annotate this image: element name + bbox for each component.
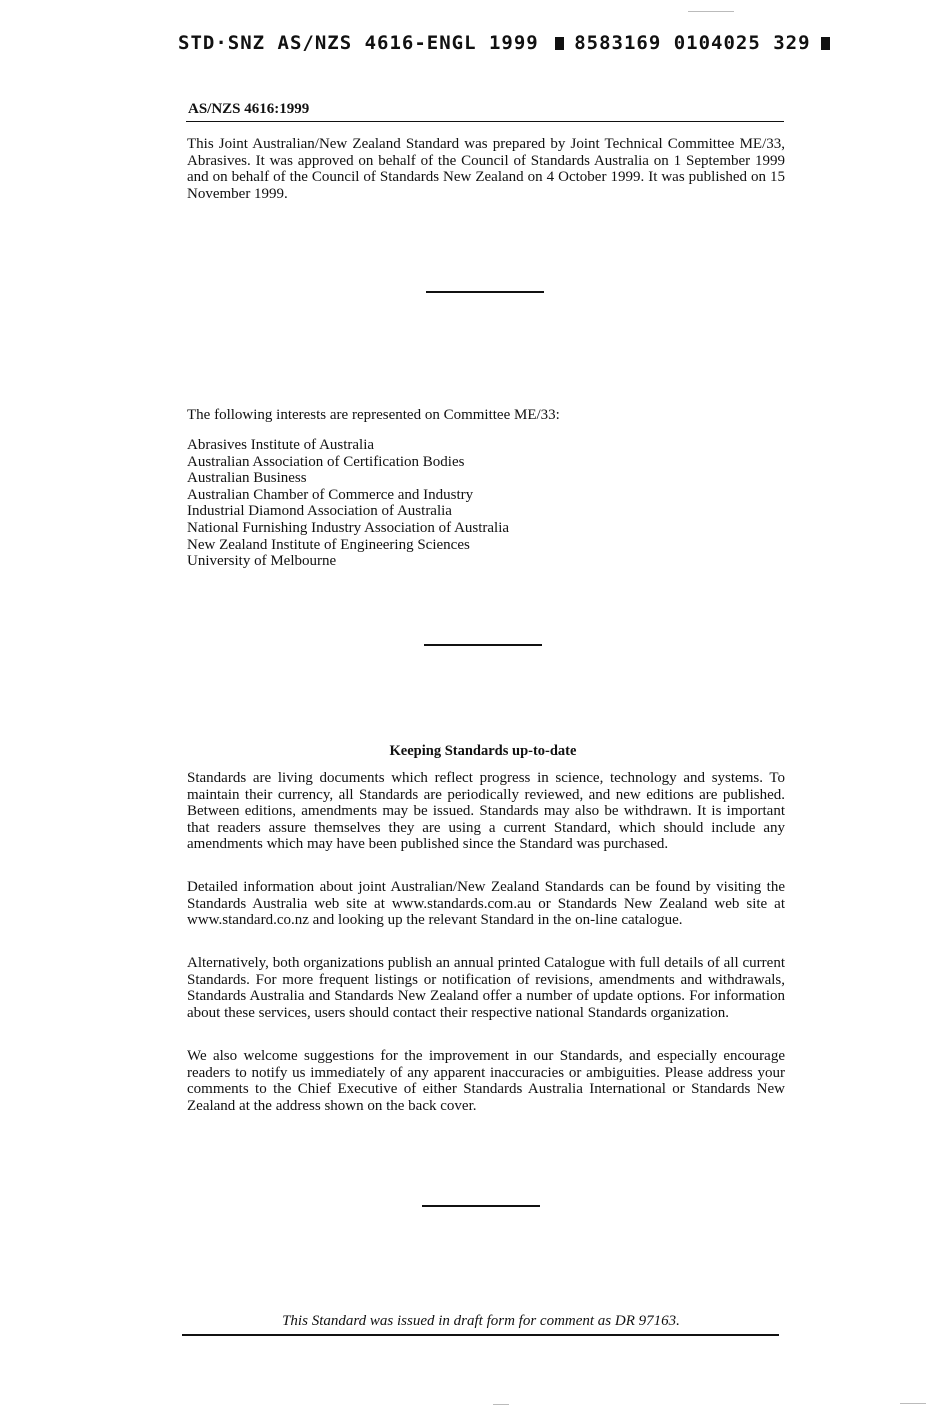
scan-artifact-line	[493, 1404, 509, 1405]
scan-artifact-line	[900, 1403, 926, 1404]
section-divider	[426, 291, 544, 293]
interests-intro: The following interests are represented on Committee ME/33:	[187, 407, 560, 423]
footer-rule	[182, 1334, 779, 1336]
document-code-header	[178, 28, 840, 58]
list-item: Australian Chamber of Commerce and Industry	[187, 486, 474, 503]
section-divider	[422, 1205, 540, 1207]
list-item: New Zealand Institute of Engineering Sciences	[187, 536, 470, 553]
keeping-paragraph-2: Detailed information about joint Australian/New Zealand Standards can be found by visiting the Standards Australia web site at www.standards.com.au or Standards New Zealand web site at www.standard.co.nz and looking up the relevant Standard in the on-line catalogue.	[187, 879, 785, 929]
section-divider	[424, 644, 542, 646]
document-code-number: 8583169 0104025 329	[574, 32, 811, 54]
preparation-paragraph: This Joint Australian/New Zealand Standard was prepared by Joint Technical Committee ME/33, Abrasives. It was approved on behalf of the Council of Standards Australia on 1 September 1999 and on behalf of the Council of Standards New Zealand on 4 October 1999. It was published on 15 November 1999.	[187, 136, 785, 202]
list-item: Industrial Diamond Association of Australia	[187, 503, 452, 520]
list-item: Abrasives Institute of Australia	[187, 437, 375, 453]
keeping-paragraph-4: We also welcome suggestions for the improvement in our Standards, and especially encourage readers to notify us immediately of any apparent inaccuracies or ambiguities. Please address your comments to the Chief Executive of either Standards Australia International or Standards New Zealand at the address shown on the back cover.	[187, 1048, 785, 1114]
barcode-block-icon	[555, 37, 564, 50]
list-item: Australian Business	[187, 470, 307, 487]
keeping-paragraph-3: Alternatively, both organizations publish an annual printed Catalogue with full details of all current Standards. For more frequent listings or notification of revisions, amendments and withdrawals, Standards Australia and Standards New Zealand offer a number of update options. For information about these services, users should contact their respective national Standards organization.	[187, 955, 785, 1021]
keeping-paragraph-1: Standards are living documents which reflect progress in science, technology and systems. To maintain their currency, all Standards are periodically reviewed, and new editions are published. Between editions, amendments may be issued. Standards may also be withdrawn. It is important that readers assure themselves they are using a current Standard, which should include any amendments which may have been published since the Standard was purchased.	[187, 770, 785, 853]
barcode-block-icon	[821, 37, 830, 50]
keeping-standards-title: Keeping Standards up-to-date	[389, 743, 577, 759]
document-code-left: STD·SNZ AS/NZS 4616-ENGL 1999	[178, 32, 539, 54]
scan-artifact-line	[688, 11, 734, 12]
list-item: University of Melbourne	[187, 553, 337, 570]
standard-number: AS/NZS 4616:1999	[188, 101, 310, 117]
list-item: National Furnishing Industry Association of Australia	[187, 519, 510, 536]
interests-list	[187, 437, 509, 570]
list-item: Australian Association of Certification Bodies	[187, 453, 465, 470]
draft-footnote: This Standard was issued in draft form for comment as DR 97163.	[282, 1313, 680, 1329]
heading-rule	[186, 121, 784, 122]
